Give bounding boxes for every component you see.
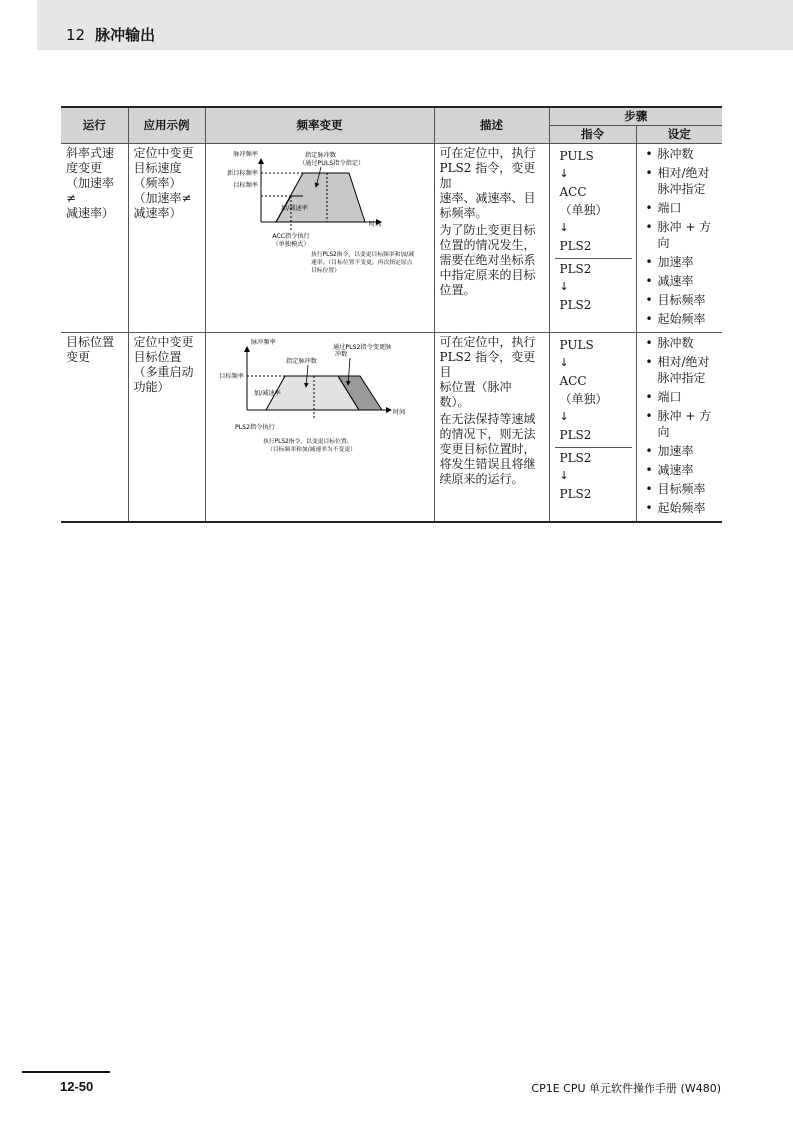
instruction-sequence: PULS ↓ ACC （单独） ↓ PLS2 <box>559 148 608 253</box>
specified-by-puls-label: （通过PULS指令指定） <box>298 159 364 167</box>
header-instruction: 指令 <box>549 125 636 143</box>
list-item: • 目标频率 <box>646 292 719 308</box>
operation-cell: 斜率式速 度变更 （加速率≠ 减速率） <box>61 143 128 332</box>
description-paragraph: 可在定位中，执行 PLS2 指令，变更加 速率、减速率、目 标频率。 <box>439 145 536 220</box>
page-number: 12-50 <box>60 1079 94 1094</box>
instruction-sequence: PULS ↓ ACC （单独） ↓ PLS2 <box>559 337 608 442</box>
table-row <box>61 332 722 522</box>
accel-decel-label: 加/减速率 <box>280 204 308 212</box>
pls2-note-line1: 执行PLS2指令，以变更目标频率和加/减 <box>310 251 414 258</box>
list-item: • 加速率 <box>646 443 719 459</box>
list-item: • 相对/绝对脉冲指定 <box>646 165 719 197</box>
slope-speed-change-diagram <box>211 146 439 296</box>
list-item: • 脉冲 + 方向 <box>646 219 719 251</box>
x-axis-label: 时间 <box>368 220 381 228</box>
y-axis-label: 脉冲频率 <box>250 338 276 346</box>
header-freq-change: 频率变更 <box>205 107 434 143</box>
list-item: • 端口 <box>646 389 719 405</box>
description-cell <box>434 143 549 332</box>
specified-pulses-label: 指定脉冲数 <box>304 151 336 159</box>
specified-pulses-label: 指定脉冲数 <box>285 357 317 365</box>
header-description: 描述 <box>434 107 549 143</box>
description-paragraph: 在无法保持等速域 的情况下，则无法 变更目标位置时， 将发生错误且将继 续原来的运行。 <box>439 411 536 486</box>
list-item: • 相对/绝对脉冲指定 <box>646 354 719 386</box>
list-item: • 起始频率 <box>646 311 719 327</box>
list-item: • 脉冲数 <box>646 146 719 162</box>
pulse-output-table <box>61 106 722 523</box>
freq-change-diagram-cell <box>205 332 434 522</box>
manual-title: CP1E CPU 单元软件操作手册 (W480) <box>531 1082 721 1095</box>
instruction-sequence: PLS2 ↓ PLS2 <box>555 258 632 317</box>
list-item: • 加速率 <box>646 254 719 270</box>
header-example: 应用示例 <box>128 107 205 143</box>
single-mode-label: （单独模式） <box>271 240 310 248</box>
table-row <box>61 143 722 332</box>
target-freq-label: 目标频率 <box>232 181 258 189</box>
acc-exec-label: ACC指令执行 <box>271 232 310 240</box>
description-paragraph: 可在定位中，执行 PLS2 指令，变更目 标位置（脉冲 数）。 <box>439 334 536 409</box>
settings-cell <box>636 332 722 522</box>
instruction-cell <box>549 332 636 522</box>
description-paragraph: 为了防止变更目标 位置的情况发生， 需要在绝对坐标系 中指定原来的目标 位置。 <box>439 222 536 297</box>
chapter-title <box>66 24 155 45</box>
pls2-note-line1: 执行PLS2指令，以变更目标位置。 <box>262 438 352 445</box>
target-position-change-diagram <box>211 335 439 465</box>
settings-list <box>642 146 719 327</box>
instruction-sequence: PLS2 ↓ PLS2 <box>555 447 632 506</box>
changed-pulses-label: 通过PLS2指令变更脉 <box>332 343 391 351</box>
list-item: • 脉冲数 <box>646 335 719 351</box>
settings-cell <box>636 143 722 332</box>
description-cell <box>434 332 549 522</box>
settings-list <box>642 335 719 516</box>
example-cell: 定位中变更 目标速度 （频率） （加速率≠ 减速率） <box>128 143 205 332</box>
list-item: • 脉冲 + 方向 <box>646 408 719 440</box>
chapter-name: 脉冲输出 <box>95 26 156 44</box>
accel-decel-label: 加/减速率 <box>253 389 281 397</box>
list-item: • 目标频率 <box>646 481 719 497</box>
freq-change-diagram-cell <box>205 143 434 332</box>
chapter-number: 12 <box>66 26 86 44</box>
pls2-note-line3: 目标位置） <box>310 267 340 274</box>
pls2-note-line2: （目标频率和加/减速率为不变更） <box>266 446 356 453</box>
footer-rule <box>22 1071 110 1073</box>
x-axis-label: 时间 <box>392 408 405 416</box>
new-target-freq-label: 新目标频率 <box>226 169 258 177</box>
list-item: • 起始频率 <box>646 500 719 516</box>
header-operation: 运行 <box>61 107 128 143</box>
pulse-area <box>276 173 365 222</box>
instruction-cell <box>549 143 636 332</box>
header-steps: 步骤 <box>549 107 722 125</box>
header-setting: 设定 <box>636 125 722 143</box>
pulse-count-label: 冲数 <box>334 350 347 358</box>
list-item: • 端口 <box>646 200 719 216</box>
pls2-exec-label: PLS2指令执行 <box>234 423 275 431</box>
list-item: • 减速率 <box>646 273 719 289</box>
operation-cell: 目标位置 变更 <box>61 332 128 522</box>
target-freq-label: 目标频率 <box>218 372 244 380</box>
pls2-note-line2: 速率。（目标位置不变更。再次指定原点 <box>310 259 412 266</box>
y-axis-label: 脉冲频率 <box>232 150 258 158</box>
example-cell: 定位中变更 目标位置 （多重启动 功能） <box>128 332 205 522</box>
list-item: • 减速率 <box>646 462 719 478</box>
